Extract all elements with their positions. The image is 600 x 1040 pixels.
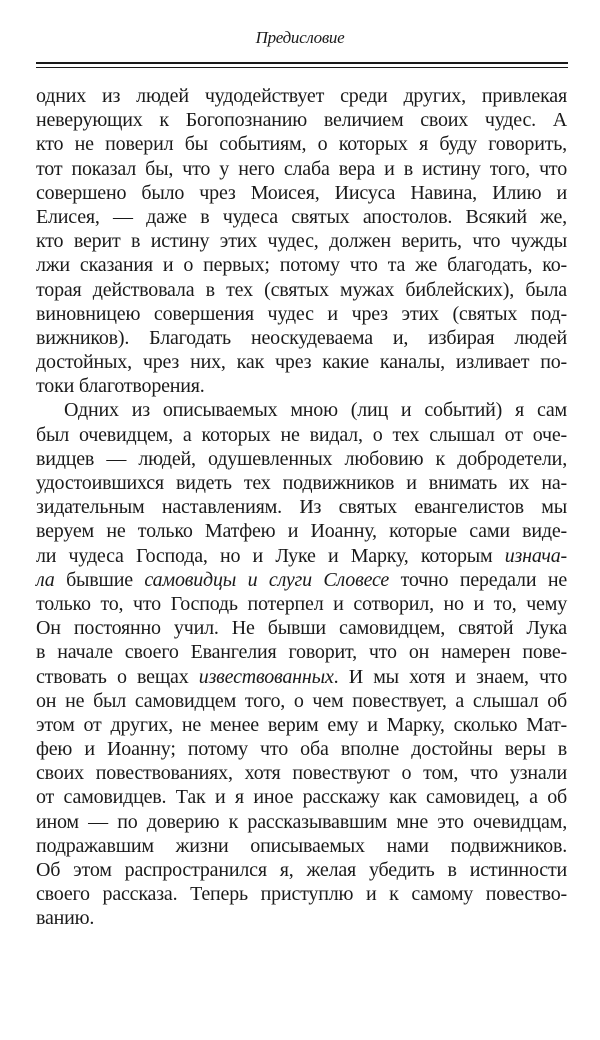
text-line xyxy=(36,181,567,205)
text-line xyxy=(36,229,567,253)
text-segment: кто не поверил бы событиям, о которых я буду говорить, xyxy=(36,133,567,156)
page-body-text xyxy=(36,84,567,931)
text-line xyxy=(36,689,567,713)
text-segment: фею и Иоанну; потому что оба вполне достойны веры в xyxy=(36,738,567,761)
text-line xyxy=(36,108,567,132)
text-line xyxy=(36,447,567,471)
italic-text-segment: самовидцы и слуги Словесе xyxy=(144,568,390,591)
text-line xyxy=(36,205,567,229)
text-line xyxy=(36,568,567,592)
text-line xyxy=(36,471,567,495)
text-line xyxy=(36,640,567,664)
text-line xyxy=(36,132,567,156)
text-segment: своего рассказа. Теперь приступлю и к самому повество- xyxy=(36,883,567,906)
text-line xyxy=(36,253,567,277)
text-segment: от самовидцев. Так и я иное расскажу как самовидец, а об xyxy=(36,786,567,809)
text-segment: совершено было чрез Моисея, Иисуса Навина, Илию и xyxy=(36,181,567,204)
text-segment: Елисея, — даже в чудеса святых апостолов. Всякий же, xyxy=(36,205,567,228)
text-segment: в начале своего Евангелия говорит, что он намерен пове- xyxy=(36,641,567,664)
text-segment: только то, что Господь потерпел и сотворил, но и то, чему xyxy=(36,592,567,615)
text-line xyxy=(36,519,567,543)
header-rule-thick xyxy=(36,62,568,64)
text-segment: своих повествованиях, хотя повествуют о том, что узнали xyxy=(36,762,567,785)
text-segment: этом от других, не менее верим ему и Марку, сколько Мат- xyxy=(36,713,567,736)
text-line xyxy=(36,810,567,834)
text-line xyxy=(36,398,567,422)
text-line xyxy=(36,592,567,616)
italic-text-segment: ла xyxy=(36,568,55,591)
text-segment: видцев — людей, одушевленных любовию к добродетели, xyxy=(36,447,567,470)
text-segment: . И мы хотя и знаем, что xyxy=(333,665,568,688)
text-segment: тот показал бы, что у него слаба вера и в истину того, что xyxy=(36,157,567,180)
italic-text-segment: извествованных xyxy=(198,665,334,688)
text-line xyxy=(36,665,567,689)
text-line xyxy=(36,713,567,737)
text-segment: точно передали не xyxy=(389,568,567,591)
text-segment: ином — по доверию к рассказывавшим мне это очевидцам, xyxy=(36,810,567,833)
text-line xyxy=(36,616,567,640)
text-line xyxy=(36,278,567,302)
text-line xyxy=(36,761,567,785)
running-header: Предисловие xyxy=(255,28,345,47)
text-segment: виновницею совершения чудес и чрез этих (святых под- xyxy=(36,302,567,325)
text-segment: токи благотворения. xyxy=(36,375,205,398)
text-segment: торая действовала в тех (святых мужах библейских), была xyxy=(36,278,567,301)
text-line xyxy=(36,906,567,930)
text-segment: он не был самовидцем того, о чем повествует, а слышал об xyxy=(36,689,567,712)
text-segment: ствовать о вещах xyxy=(36,665,199,688)
text-segment: бывшие xyxy=(54,568,145,591)
text-segment: Одних из описываемых мною (лиц и событий) я сам xyxy=(64,399,567,422)
text-line xyxy=(36,834,567,858)
text-line xyxy=(36,84,567,108)
text-line xyxy=(36,374,567,398)
text-segment: неверующих к Богопознанию величием своих чудес. А xyxy=(36,109,567,132)
text-segment: вижников). Благодать неоскудеваема и, избирая людей xyxy=(36,326,567,349)
text-segment: Об этом распространился я, желая убедить в истинности xyxy=(36,859,567,881)
text-line xyxy=(36,544,567,568)
text-line xyxy=(36,785,567,809)
text-segment: Он постоянно учил. Не бывши самовидцем, святой Лука xyxy=(36,617,567,640)
text-segment: достойных, чрез них, как чрез какие каналы, изливает по- xyxy=(36,351,567,374)
text-segment: кто верит в истину этих чудес, должен верить, что чужды xyxy=(36,230,567,253)
text-line xyxy=(36,302,567,326)
text-line xyxy=(36,326,567,350)
text-line xyxy=(36,423,567,447)
text-segment: одних из людей чудодействует среди других, привлекая xyxy=(36,85,567,107)
text-line xyxy=(36,350,567,374)
italic-text-segment: изнача- xyxy=(504,544,567,567)
text-line xyxy=(36,157,567,181)
text-line xyxy=(36,737,567,761)
text-segment: был очевидцем, а которых не видал, о тех слышал от оче- xyxy=(36,423,567,446)
text-line xyxy=(36,495,567,519)
text-segment: ванию. xyxy=(36,907,95,930)
text-segment: подражавшим жизни описываемых нами подвижников. xyxy=(36,834,567,857)
text-line xyxy=(36,882,567,906)
text-segment: зидательным наставлениям. Из святых евангелистов мы xyxy=(36,496,567,519)
text-segment: удостоившихся видеть тех подвижников и внимать их на- xyxy=(36,472,567,494)
text-segment: лжи сказания и о первых; потому что та же благодать, ко- xyxy=(36,254,567,277)
header-rule-thin xyxy=(36,67,568,68)
text-segment: веруем не только Матфею и Иоанну, которые сами виде- xyxy=(36,520,567,543)
text-line xyxy=(36,858,567,882)
text-segment: ли чудеса Господа, но и Луке и Марку, которым xyxy=(36,544,505,567)
